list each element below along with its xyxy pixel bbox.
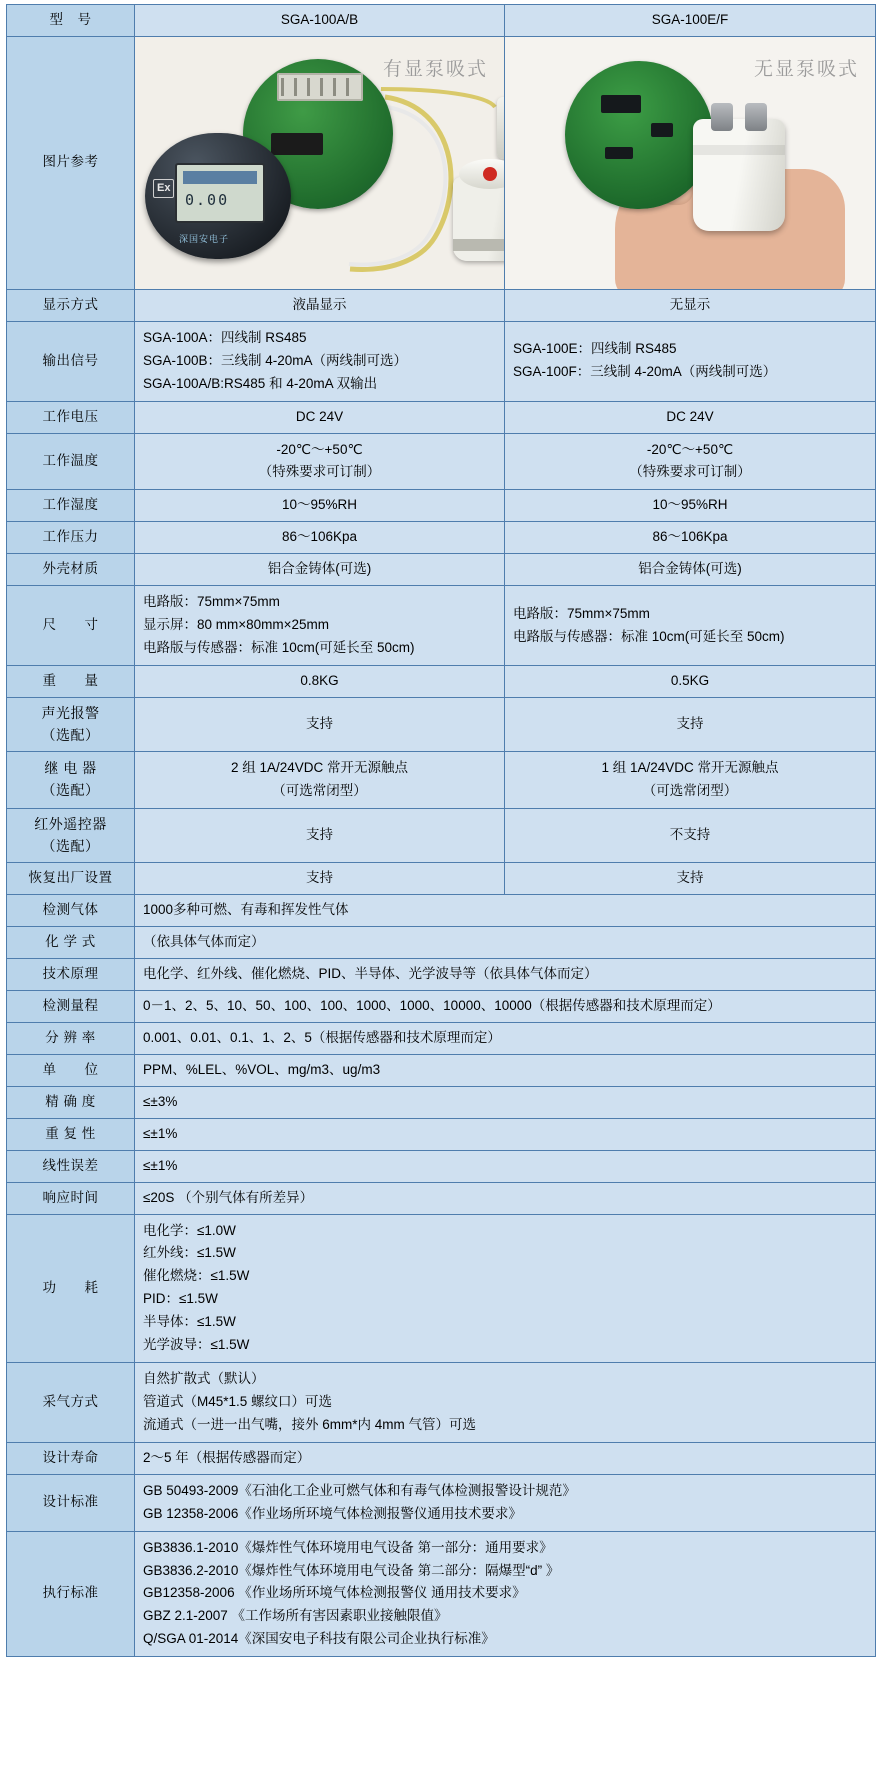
row-label-display: 显示方式 <box>7 289 135 321</box>
value-line: GB3836.2-2010《爆炸性气体环境用电气设备 第二部分：隔爆型“d” 》 <box>143 1562 560 1578</box>
label-line: （选配） <box>41 837 100 854</box>
row-label-model: 型 号 <box>7 5 135 37</box>
chip-icon <box>605 147 633 159</box>
value-humidity-1: 10～95%RH <box>135 490 505 522</box>
table-row-repeatability <box>7 1118 876 1150</box>
table-row-pressure <box>7 522 876 554</box>
value-response-time: ≤20S （个别气体有所差异） <box>135 1182 876 1214</box>
value-chemical-formula: （依具体气体而定） <box>135 927 876 959</box>
value-housing-1: 铝合金铸体(可选) <box>135 554 505 586</box>
ex-marking: Ex <box>153 179 174 198</box>
value-alarm-2: 支持 <box>505 697 876 751</box>
label-line: （选配） <box>41 726 100 743</box>
value-weight-2: 0.5KG <box>505 665 876 697</box>
sensor-module-a2 <box>497 97 505 159</box>
value-ir-remote-2: 不支持 <box>505 809 876 863</box>
row-label-temperature: 工作温度 <box>7 433 135 490</box>
value-lifespan: 2～5 年（根据传感器而定） <box>135 1442 876 1474</box>
value-line: 2 组 1A/24VDC 常开无源触点 <box>230 760 409 776</box>
table-row-principle <box>7 959 876 991</box>
value-line: 自然扩散式（默认） <box>143 1371 265 1387</box>
value-ir-remote-1: 支持 <box>135 809 505 863</box>
value-unit: PPM、%LEL、%VOL、mg/m3、ug/m3 <box>135 1054 876 1086</box>
value-line: PID：≤1.5W <box>143 1291 218 1307</box>
value-sampling <box>135 1363 876 1443</box>
label-line: （选配） <box>41 782 100 799</box>
table-row-execution-standard <box>7 1531 876 1657</box>
gas-outlet-icon <box>745 103 767 131</box>
value-line: 电路版：75mm×75mm <box>143 594 280 610</box>
table-row-factory-reset <box>7 863 876 895</box>
value-line: 显示屏：80 mm×80mm×25mm <box>143 617 330 633</box>
value-line: 电路版与传感器：标准 10cm(可延长至 50cm) <box>143 639 415 655</box>
value-line: 1 组 1A/24VDC 常开无源触点 <box>601 760 779 776</box>
table-row-range <box>7 991 876 1023</box>
row-label-detected-gas: 检测气体 <box>7 895 135 927</box>
value-linearity: ≤±1% <box>135 1150 876 1182</box>
value-alarm-1: 支持 <box>135 697 505 751</box>
row-label-photo: 图片参考 <box>7 36 135 289</box>
row-label-weight: 重 量 <box>7 665 135 697</box>
product-photo-a <box>135 37 504 289</box>
lcd-titlebar <box>183 171 257 184</box>
row-label-humidity: 工作湿度 <box>7 490 135 522</box>
value-line: SGA-100E：四线制 RS485 <box>513 341 677 357</box>
value-repeatability: ≤±1% <box>135 1118 876 1150</box>
lcd-screen <box>175 163 265 223</box>
sensor-indicator-icon <box>483 167 497 181</box>
column-header-model-1: SGA-100A/B <box>135 5 505 37</box>
value-line: SGA-100A：四线制 RS485 <box>143 329 307 345</box>
row-label-accuracy: 精 确 度 <box>7 1086 135 1118</box>
row-label-voltage: 工作电压 <box>7 401 135 433</box>
label-line: 红外遥控器 <box>34 816 107 833</box>
label-line: 继 电 器 <box>44 760 97 777</box>
row-label-ir-remote <box>7 809 135 863</box>
value-temperature-2 <box>505 433 876 490</box>
value-dimensions-2 <box>505 586 876 666</box>
table-row-response-time <box>7 1182 876 1214</box>
row-label-housing: 外壳材质 <box>7 554 135 586</box>
row-label-sampling: 采气方式 <box>7 1363 135 1443</box>
table-row-output-signal <box>7 321 876 401</box>
value-line: （可选常闭型） <box>642 783 738 799</box>
value-line: SGA-100A/B:RS485 和 4-20mA 双输出 <box>143 375 378 391</box>
value-line: （特殊要求可订制） <box>258 464 381 480</box>
row-label-relay <box>7 752 135 809</box>
sensor-module-b <box>693 119 785 231</box>
row-label-range: 检测量程 <box>7 991 135 1023</box>
value-power <box>135 1214 876 1363</box>
table-row-photo <box>7 36 876 289</box>
chip-icon <box>651 123 673 137</box>
row-label-resolution: 分 辨 率 <box>7 1023 135 1055</box>
value-housing-2: 铝合金铸体(可选) <box>505 554 876 586</box>
table-row-header <box>7 5 876 37</box>
value-dimensions-1 <box>135 586 505 666</box>
value-factory-reset-2: 支持 <box>505 863 876 895</box>
value-range: 0－1、2、5、10、50、100、100、1000、1000、10000、10000（根据传感器和技术原理而定） <box>135 991 876 1023</box>
value-line: 半导体：≤1.5W <box>143 1314 236 1330</box>
column-header-model-2: SGA-100E/F <box>505 5 876 37</box>
table-row-design-standard <box>7 1474 876 1531</box>
table-row-alarm <box>7 697 876 751</box>
label-line: 声光报警 <box>41 704 100 721</box>
row-label-design-standard: 设计标准 <box>7 1474 135 1531</box>
chip-icon <box>601 95 641 113</box>
table-row-power <box>7 1214 876 1363</box>
value-execution-standard <box>135 1531 876 1657</box>
row-label-alarm <box>7 697 135 751</box>
row-label-response-time: 响应时间 <box>7 1182 135 1214</box>
value-line: GB 12358-2006《作业场所环境气体检测报警仪通用技术要求》 <box>143 1505 522 1521</box>
value-line: GB12358-2006 《作业场所环境气体检测报警仪 通用技术要求》 <box>143 1585 526 1601</box>
row-label-pressure: 工作压力 <box>7 522 135 554</box>
sensor-ring-icon <box>453 239 505 251</box>
table-row-accuracy <box>7 1086 876 1118</box>
sensor-module-a1 <box>453 177 505 261</box>
value-design-standard <box>135 1474 876 1531</box>
value-pressure-2: 86～106Kpa <box>505 522 876 554</box>
value-line: SGA-100F：三线制 4-20mA（两线制可选） <box>513 364 777 380</box>
value-output-signal-2 <box>505 321 876 401</box>
value-principle: 电化学、红外线、催化燃烧、PID、半导体、光学波导等（依具体气体而定） <box>135 959 876 991</box>
value-line: （特殊要求可订制） <box>629 464 751 480</box>
photo-cell-left <box>135 36 505 289</box>
terminal-block-icon <box>277 73 363 101</box>
value-line: 电路版：75mm×75mm <box>513 605 650 621</box>
value-line: 红外线：≤1.5W <box>143 1245 236 1261</box>
table-row-temperature <box>7 433 876 490</box>
value-display-1: 液晶显示 <box>135 289 505 321</box>
specification-table <box>6 4 876 1657</box>
value-temperature-1 <box>135 433 505 490</box>
value-display-2: 无显示 <box>505 289 876 321</box>
value-factory-reset-1: 支持 <box>135 863 505 895</box>
table-row-humidity <box>7 490 876 522</box>
value-pressure-1: 86～106Kpa <box>135 522 505 554</box>
value-line: 电化学：≤1.0W <box>143 1222 236 1238</box>
value-line: -20℃～+50℃ <box>646 441 734 457</box>
value-voltage-1: DC 24V <box>135 401 505 433</box>
row-label-repeatability: 重 复 性 <box>7 1118 135 1150</box>
sensor-band-icon <box>693 145 785 155</box>
row-label-execution-standard: 执行标准 <box>7 1531 135 1657</box>
row-label-linearity: 线性误差 <box>7 1150 135 1182</box>
row-label-factory-reset: 恢复出厂设置 <box>7 863 135 895</box>
table-row-lifespan <box>7 1442 876 1474</box>
table-row-sampling <box>7 1363 876 1443</box>
value-line: -20℃～+50℃ <box>276 441 363 457</box>
table-row-voltage <box>7 401 876 433</box>
row-label-power: 功 耗 <box>7 1214 135 1363</box>
table-row-dimensions <box>7 586 876 666</box>
circuit-board-b <box>565 61 713 209</box>
table-row-unit <box>7 1054 876 1086</box>
value-accuracy: ≤±3% <box>135 1086 876 1118</box>
value-line: 催化燃烧：≤1.5W <box>143 1268 250 1284</box>
table-row-relay <box>7 752 876 809</box>
product-photo-b <box>505 37 875 289</box>
table-row-weight <box>7 665 876 697</box>
photo-a-caption: 有显泵吸式 <box>382 58 488 80</box>
row-label-dimensions: 尺 寸 <box>7 586 135 666</box>
value-detected-gas: 1000多种可燃、有毒和挥发性气体 <box>135 895 876 927</box>
chip-icon <box>271 133 323 155</box>
value-weight-1: 0.8KG <box>135 665 505 697</box>
row-label-unit: 单 位 <box>7 1054 135 1086</box>
value-line: （可选常闭型） <box>272 783 367 799</box>
row-label-lifespan: 设计寿命 <box>7 1442 135 1474</box>
gas-inlet-icon <box>711 103 733 131</box>
value-relay-1 <box>135 752 505 809</box>
table-row-resolution <box>7 1023 876 1055</box>
value-line: 电路版与传感器：标准 10cm(可延长至 50cm) <box>513 628 785 644</box>
table-row-linearity <box>7 1150 876 1182</box>
value-line: 光学波导：≤1.5W <box>143 1337 250 1353</box>
table-row-detected-gas <box>7 895 876 927</box>
lcd-digits: 0.00 <box>185 190 230 209</box>
value-resolution: 0.001、0.01、0.1、1、2、5（根据传感器和技术原理而定） <box>135 1023 876 1055</box>
photo-b-caption: 无显泵吸式 <box>753 58 859 80</box>
table-row-housing <box>7 554 876 586</box>
table-row-chemical-formula <box>7 927 876 959</box>
value-humidity-2: 10～95%RH <box>505 490 876 522</box>
value-output-signal-1 <box>135 321 505 401</box>
display-meter <box>145 133 291 259</box>
photo-cell-right <box>505 36 876 289</box>
value-line: GBZ 2.1-2007 《工作场所有害因素职业接触限值》 <box>143 1608 448 1624</box>
row-label-principle: 技术原理 <box>7 959 135 991</box>
sensor-cap-icon <box>459 159 505 189</box>
value-line: Q/SGA 01-2014《深国安电子科技有限公司企业执行标准》 <box>143 1631 495 1647</box>
value-line: 流通式（一进一出气嘴，接外 6mm*内 4mm 气管）可选 <box>143 1416 477 1432</box>
row-label-chemical-formula: 化 学 式 <box>7 927 135 959</box>
value-line: SGA-100B：三线制 4-20mA（两线制可选） <box>143 352 408 368</box>
value-relay-2 <box>505 752 876 809</box>
value-line: GB 50493-2009《石油化工企业可燃气体和有毒气体检测报警设计规范》 <box>143 1482 576 1498</box>
value-voltage-2: DC 24V <box>505 401 876 433</box>
meter-brand-text: 深国安电子 <box>179 233 230 244</box>
value-line: 管道式（M45*1.5 螺纹口）可选 <box>143 1394 333 1410</box>
value-line: GB3836.1-2010《爆炸性气体环境用电气设备 第一部分：通用要求》 <box>143 1539 553 1555</box>
row-label-output-signal: 输出信号 <box>7 321 135 401</box>
table-row-display <box>7 289 876 321</box>
table-row-ir-remote <box>7 809 876 863</box>
